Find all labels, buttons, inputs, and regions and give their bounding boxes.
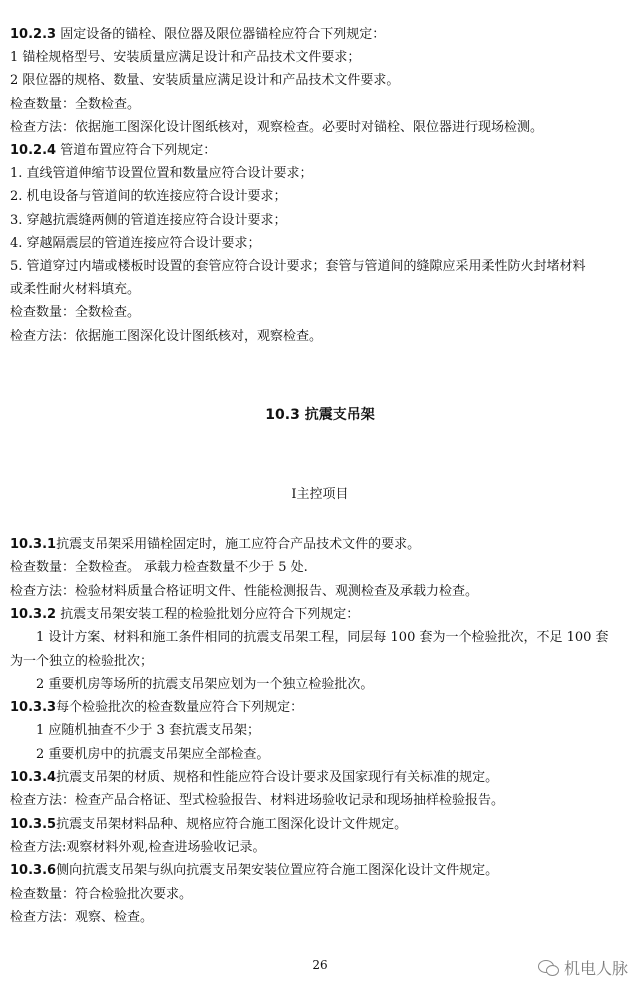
text-line bbox=[10, 258, 630, 276]
text-line bbox=[10, 304, 630, 322]
clause-number: 10.2.3 bbox=[10, 27, 57, 42]
text-line bbox=[10, 792, 630, 810]
line-text: 管道布置应符合下列规定： bbox=[56, 143, 217, 158]
text-line bbox=[10, 909, 630, 927]
text-line bbox=[10, 142, 630, 160]
line-text: 检查方法：观察、检查。 bbox=[10, 909, 154, 925]
line-text: 5. 管道穿过内墙或楼板时设置的套管应符合设计要求；套管与管道间的缝隙应采用柔性防火封堵材料 bbox=[10, 259, 586, 274]
text-line bbox=[10, 699, 630, 717]
text-line bbox=[10, 119, 630, 137]
line-text: 2 重要机房中的抗震支吊架应全部检查。 bbox=[36, 746, 270, 762]
line-text: 检查方法：依据施工图深化设计图纸核对，观察检查。必要时对锚栓、限位器进行现场检测。 bbox=[10, 119, 544, 135]
text-line bbox=[10, 839, 630, 857]
clause-number: 10.2.4 bbox=[10, 143, 57, 158]
text-line bbox=[10, 606, 630, 624]
line-text: 检查方法：依据施工图深化设计图纸核对，观察检查。 bbox=[10, 328, 323, 344]
clause-number: 10.3.3 bbox=[10, 700, 57, 716]
watermark-text: 机电人脉 bbox=[563, 959, 628, 978]
text-line bbox=[10, 653, 630, 671]
line-text: 侧向抗震支吊架与纵向抗震支吊架安装位置应符合施工图深化设计文件规定。 bbox=[56, 863, 499, 879]
line-text: 抗震支吊架安装工程的检验批划分应符合下列规定： bbox=[56, 606, 360, 622]
text-line bbox=[10, 165, 630, 183]
line-text: 检查数量：全数检查。 bbox=[10, 305, 141, 321]
line-text: 1 应随机抽查不少于 3 套抗震支吊架； bbox=[36, 723, 260, 739]
line-text: 检查方法:观察材料外观,检查进场验收记录。 bbox=[10, 839, 266, 855]
text-line bbox=[10, 769, 630, 787]
line-text: 为一个独立的检验批次； bbox=[10, 653, 154, 669]
line-text: 1. 直线管道伸缩节设置位置和数量应符合设计要求； bbox=[10, 166, 313, 182]
line-text: 抗震支吊架采用锚栓固定时，施工应符合产品技术文件的要求。 bbox=[56, 537, 421, 552]
text-line bbox=[10, 536, 630, 554]
text-line bbox=[10, 886, 630, 904]
text-line bbox=[10, 816, 630, 834]
clause-number: 10.3.1 bbox=[10, 537, 57, 552]
line-text: 2. 机电设备与管道间的软连接应符合设计要求； bbox=[10, 189, 287, 205]
clause-number: 10.3.2 bbox=[10, 606, 57, 622]
text-line bbox=[10, 328, 630, 346]
subsection-heading: Ⅰ主控项目 bbox=[291, 487, 349, 502]
watermark bbox=[538, 956, 628, 979]
text-line bbox=[10, 26, 630, 44]
line-text: 检查数量：符合检验批次要求。 bbox=[10, 886, 193, 902]
text-line bbox=[10, 96, 630, 114]
line-text: 检查方法：检查产品合格证、型式检验报告、材料进场验收记录和现场抽样检验报告。 bbox=[10, 793, 505, 809]
text-line bbox=[10, 281, 630, 299]
line-text: 2 重要机房等场所的抗震支吊架应划为一个独立检验批次。 bbox=[36, 676, 374, 692]
text-line bbox=[36, 722, 630, 740]
line-text: 检查数量：全数检查。 承载力检查数量不少于 5 处. bbox=[10, 560, 308, 576]
wechat-icon bbox=[538, 959, 560, 977]
line-text: 每个检验批次的检查数量应符合下列规定： bbox=[56, 700, 304, 716]
line-text: 1 设计方案、材料和施工条件相同的抗震支吊架工程，同层每 100 套为一个检验批次，不足 100 套 bbox=[36, 630, 609, 646]
text-line bbox=[10, 49, 630, 67]
text-line bbox=[10, 583, 630, 601]
clause-number: 10.3.6 bbox=[10, 863, 57, 879]
line-text: 3. 穿越抗震缝两侧的管道连接应符合设计要求； bbox=[10, 212, 287, 228]
text-line bbox=[10, 188, 630, 206]
page-number: 26 bbox=[312, 958, 328, 972]
line-text: 抗震支吊架材料品种、规格应符合施工图深化设计文件规定。 bbox=[56, 816, 408, 832]
line-text: 4. 穿越隔震层的管道连接应符合设计要求； bbox=[10, 235, 261, 251]
line-text: 2 限位器的规格、数量、安装质量应满足设计和产品技术文件要求。 bbox=[10, 73, 400, 89]
line-text: 检查数量：全数检查。 bbox=[10, 96, 141, 112]
clause-number: 10.3.5 bbox=[10, 816, 57, 832]
line-text: 固定设备的锚栓、限位器及限位器锚栓应符合下列规定： bbox=[56, 27, 386, 42]
text-line bbox=[10, 235, 630, 253]
text-line bbox=[10, 559, 630, 577]
clause-number: 10.3.4 bbox=[10, 770, 57, 785]
line-text: 或柔性耐火材料填充。 bbox=[10, 282, 141, 298]
text-line bbox=[36, 746, 630, 764]
text-line bbox=[10, 212, 630, 230]
text-line bbox=[36, 676, 630, 694]
line-text: 抗震支吊架的材质、规格和性能应符合设计要求及国家现行有关标准的规定。 bbox=[56, 770, 499, 785]
section-heading: 10.3 抗震支吊架 bbox=[265, 407, 375, 423]
text-line bbox=[10, 72, 630, 90]
text-line bbox=[36, 629, 630, 647]
line-text: 1 锚栓规格型号、安装质量应满足设计和产品技术文件要求； bbox=[10, 50, 361, 66]
text-line bbox=[10, 862, 630, 880]
line-text: 检查方法：检验材料质量合格证明文件、性能检测报告、观测检查及承载力检查。 bbox=[10, 583, 479, 599]
